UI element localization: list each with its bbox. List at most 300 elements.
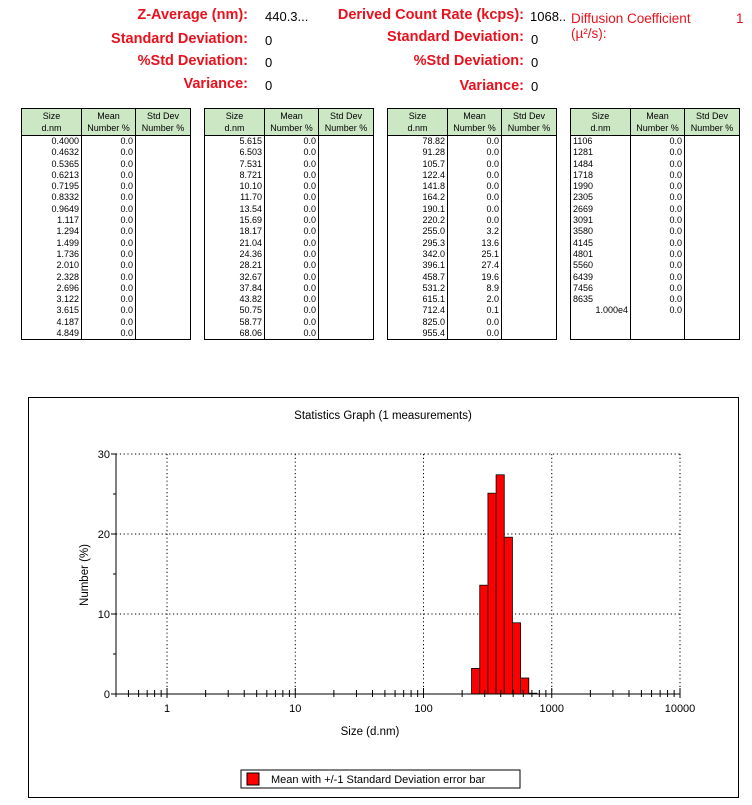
table-row [22, 215, 191, 226]
mean-number-cell: 0.0 [82, 215, 136, 226]
std-dev-cell [319, 260, 374, 271]
size-cell: 1484 [571, 159, 631, 170]
std-dev-cell [136, 317, 191, 328]
z-average-label: Z-Average (nm): [137, 7, 248, 23]
size-cell: 3.122 [22, 294, 82, 305]
mean-number-cell: 25.1 [448, 249, 502, 260]
std-dev-cell [502, 294, 557, 305]
size-cell: 21.04 [205, 238, 265, 249]
table-row [22, 294, 191, 305]
table-row [571, 317, 740, 328]
table-row [571, 226, 740, 237]
legend-swatch [247, 773, 259, 785]
mean-number-header-line2: Number % [270, 123, 313, 133]
size-cell: 531.2 [388, 283, 448, 294]
std-dev-cell [319, 136, 374, 148]
std-dev-cell [319, 181, 374, 192]
size-cell: 37.84 [205, 283, 265, 294]
data-table-2 [204, 108, 374, 340]
size-cell: 3091 [571, 215, 631, 226]
size-cell: 11.70 [205, 192, 265, 203]
size-cell: 190.1 [388, 204, 448, 215]
size-cell: 396.1 [388, 260, 448, 271]
mean-number-cell: 0.0 [82, 192, 136, 203]
table-row [571, 215, 740, 226]
std-dev-cell [136, 192, 191, 203]
std-dev-number-header-line2: Number % [324, 123, 368, 133]
mean-number-cell: 0.0 [82, 305, 136, 316]
std-dev-number-header [136, 109, 191, 136]
size-cell: 3580 [571, 226, 631, 237]
table-row [205, 272, 374, 283]
mean-number-cell: 0.0 [82, 294, 136, 305]
std-dev-cell [136, 328, 191, 340]
table-row [571, 147, 740, 158]
size-cell: 15.69 [205, 215, 265, 226]
mean-number-header-line1: Mean [463, 111, 486, 121]
variance-left-value: 0 [265, 78, 273, 93]
size-cell: 0.9649 [22, 204, 82, 215]
mean-number-cell: 0.0 [631, 305, 685, 316]
std-dev-cell [502, 249, 557, 260]
table-row [388, 272, 557, 283]
table-row [22, 204, 191, 215]
std-dev-number-header-line2: Number % [141, 123, 185, 133]
size-header-line2: d.nm [41, 123, 62, 133]
x-tick-label: 1000 [539, 703, 565, 715]
std-dev-cell [502, 283, 557, 294]
size-cell: 2.010 [22, 260, 82, 271]
std-dev-cell [319, 147, 374, 158]
std-dev-number-header-line1: Std Dev [329, 111, 362, 121]
legend [241, 770, 520, 788]
std-dev-cell [502, 305, 557, 316]
table-row [22, 181, 191, 192]
statistics-graph [29, 398, 738, 797]
size-header [388, 109, 448, 136]
std-dev-cell [136, 215, 191, 226]
mean-number-cell: 0.0 [265, 328, 319, 340]
std-dev-cell [685, 226, 740, 237]
std-dev-number-header [502, 109, 557, 136]
table-row [388, 283, 557, 294]
table-row [388, 226, 557, 237]
size-cell: 712.4 [388, 305, 448, 316]
mean-number-header [448, 109, 502, 136]
size-cell: 6.503 [205, 147, 265, 158]
mean-number-cell: 0.0 [265, 305, 319, 316]
mean-number-cell: 0.0 [265, 294, 319, 305]
mean-number-cell: 0.0 [448, 159, 502, 170]
size-cell: 1.736 [22, 249, 82, 260]
std-dev-right-label: Standard Deviation: [387, 29, 524, 45]
y-axis-label: Number (%) [79, 544, 91, 606]
table-row [571, 192, 740, 203]
table-row [22, 305, 191, 316]
std-dev-cell [319, 204, 374, 215]
table-row [205, 136, 374, 148]
std-dev-left-label: Standard Deviation: [111, 31, 248, 47]
size-cell: 4.849 [22, 328, 82, 340]
mean-number-header [82, 109, 136, 136]
size-cell: 7456 [571, 283, 631, 294]
std-dev-cell [136, 249, 191, 260]
std-dev-cell [136, 305, 191, 316]
size-cell: 955.4 [388, 328, 448, 340]
size-cell: 6439 [571, 272, 631, 283]
size-cell: 164.2 [388, 192, 448, 203]
table-row [388, 181, 557, 192]
std-dev-cell [136, 226, 191, 237]
std-dev-cell [319, 215, 374, 226]
mean-number-cell: 0.0 [631, 159, 685, 170]
std-dev-cell [136, 147, 191, 158]
chart-title: Statistics Graph (1 measurements) [294, 410, 472, 422]
std-dev-cell [685, 204, 740, 215]
diffusion-coefficient-unit: (µ²/s): [571, 26, 607, 41]
data-table-3 [387, 108, 557, 340]
size-cell: 255.0 [388, 226, 448, 237]
size-cell: 91.28 [388, 147, 448, 158]
std-dev-cell [319, 305, 374, 316]
table-row [205, 305, 374, 316]
size-header-line2: d.nm [224, 123, 245, 133]
mean-number-header [265, 109, 319, 136]
std-dev-cell [502, 226, 557, 237]
mean-number-cell: 0.0 [82, 260, 136, 271]
size-cell: 5.615 [205, 136, 265, 148]
z-average-value: 440.3... [265, 9, 309, 24]
mean-number-cell: 0.0 [82, 204, 136, 215]
std-dev-cell [319, 317, 374, 328]
y-tick-label: 0 [103, 689, 110, 701]
size-header-line1: Size [408, 111, 427, 121]
mean-number-cell: 0.0 [265, 260, 319, 271]
mean-number-cell: 0.0 [265, 159, 319, 170]
std-dev-cell [502, 136, 557, 148]
std-dev-cell [136, 136, 191, 148]
size-cell: 7.531 [205, 159, 265, 170]
table-row [571, 272, 740, 283]
table-row [22, 147, 191, 158]
table-row [388, 294, 557, 305]
mean-number-cell: 0.0 [631, 192, 685, 203]
table-row [388, 238, 557, 249]
std-dev-cell [685, 136, 740, 148]
table-row [22, 238, 191, 249]
size-cell: 0.4000 [22, 136, 82, 148]
std-dev-cell [502, 260, 557, 271]
table-row [571, 283, 740, 294]
mean-number-cell: 0.0 [265, 272, 319, 283]
mean-number-cell: 0.0 [265, 136, 319, 148]
variance-left-label: Variance: [183, 76, 248, 92]
mean-number-cell: 0.0 [631, 260, 685, 271]
std-dev-cell [502, 181, 557, 192]
std-dev-cell [685, 249, 740, 260]
table-row [388, 249, 557, 260]
mean-number-cell: 0.0 [448, 192, 502, 203]
mean-number-cell: 0.0 [448, 181, 502, 192]
std-dev-cell [136, 170, 191, 181]
table-row [571, 181, 740, 192]
std-dev-cell [685, 317, 740, 328]
std-dev-cell [136, 260, 191, 271]
mean-number-cell: 0.0 [265, 147, 319, 158]
size-cell: 58.77 [205, 317, 265, 328]
std-dev-cell [319, 159, 374, 170]
size-cell [571, 328, 631, 340]
mean-number-cell: 0.0 [265, 283, 319, 294]
size-header [22, 109, 82, 136]
table-row [22, 136, 191, 148]
std-dev-cell [319, 170, 374, 181]
table-row [205, 328, 374, 340]
mean-number-header-line1: Mean [97, 111, 120, 121]
mean-number-cell: 0.0 [448, 328, 502, 340]
mean-number-cell: 0.0 [448, 215, 502, 226]
std-dev-cell [502, 272, 557, 283]
table-row [388, 192, 557, 203]
table-row [571, 305, 740, 316]
table-row [388, 328, 557, 340]
size-cell: 78.82 [388, 136, 448, 148]
grid-lines [116, 454, 680, 694]
size-cell: 0.8332 [22, 192, 82, 203]
pct-std-dev-right-value: 0 [531, 55, 539, 70]
mean-number-cell: 0.0 [448, 136, 502, 148]
mean-number-header-line2: Number % [636, 123, 679, 133]
table-row [571, 238, 740, 249]
size-cell: 141.8 [388, 181, 448, 192]
mean-number-cell: 0.0 [631, 294, 685, 305]
size-cell: 615.1 [388, 294, 448, 305]
std-dev-cell [685, 260, 740, 271]
size-cell: 1.000e4 [571, 305, 631, 316]
size-cell: 825.0 [388, 317, 448, 328]
size-cell: 50.75 [205, 305, 265, 316]
table-row [571, 170, 740, 181]
size-header [205, 109, 265, 136]
derived-count-rate-value: 1068.. [530, 9, 567, 24]
table-row [22, 272, 191, 283]
mean-number-cell: 0.0 [82, 159, 136, 170]
mean-number-cell: 0.0 [631, 136, 685, 148]
table-row [571, 204, 740, 215]
std-dev-cell [685, 272, 740, 283]
mean-number-cell: 0.0 [82, 272, 136, 283]
std-dev-cell [502, 192, 557, 203]
bar [472, 668, 480, 694]
table-row [205, 283, 374, 294]
mean-number-cell: 0.0 [631, 226, 685, 237]
mean-number-cell: 0.0 [82, 249, 136, 260]
size-header-line1: Size [225, 111, 244, 121]
table-row [205, 147, 374, 158]
std-dev-cell [319, 238, 374, 249]
size-cell: 3.615 [22, 305, 82, 316]
mean-number-cell: 0.0 [631, 181, 685, 192]
mean-number-cell: 0.0 [82, 283, 136, 294]
mean-number-cell: 0.0 [82, 328, 136, 340]
size-cell: 18.17 [205, 226, 265, 237]
x-axis-label: Size (d.nm) [340, 726, 400, 738]
table-row [22, 317, 191, 328]
size-cell: 0.7195 [22, 181, 82, 192]
data-table-4 [570, 108, 740, 340]
axes [98, 449, 696, 715]
std-dev-cell [685, 305, 740, 316]
std-dev-cell [502, 328, 557, 340]
table-row [205, 170, 374, 181]
table-row [388, 136, 557, 148]
std-dev-cell [319, 272, 374, 283]
variance-right-value: 0 [531, 79, 539, 94]
std-dev-number-header-line1: Std Dev [146, 111, 179, 121]
size-cell: 10.10 [205, 181, 265, 192]
size-cell: 8.721 [205, 170, 265, 181]
mean-number-cell: 0.0 [631, 204, 685, 215]
std-dev-cell [136, 159, 191, 170]
table-row [388, 159, 557, 170]
table-row [205, 238, 374, 249]
bar [488, 493, 496, 694]
size-cell: 0.4632 [22, 147, 82, 158]
mean-number-cell: 0.0 [265, 181, 319, 192]
mean-number-cell: 0.0 [265, 215, 319, 226]
mean-number-cell: 0.0 [631, 215, 685, 226]
table-row [388, 215, 557, 226]
table-row [388, 317, 557, 328]
table-row [205, 317, 374, 328]
size-cell: 1718 [571, 170, 631, 181]
mean-number-header-line2: Number % [453, 123, 496, 133]
mean-number-cell: 0.0 [265, 204, 319, 215]
size-cell: 2.328 [22, 272, 82, 283]
std-dev-number-header-line1: Std Dev [695, 111, 728, 121]
table-row [205, 181, 374, 192]
size-cell: 4.187 [22, 317, 82, 328]
size-cell: 295.3 [388, 238, 448, 249]
mean-number-cell: 0.1 [448, 305, 502, 316]
bar [521, 678, 529, 694]
std-dev-cell [502, 204, 557, 215]
mean-number-cell: 0.0 [631, 238, 685, 249]
size-cell: 1.294 [22, 226, 82, 237]
table-row [22, 249, 191, 260]
statistics-graph-panel [28, 397, 739, 798]
table-row [22, 170, 191, 181]
table-row [571, 159, 740, 170]
std-dev-left-value: 0 [265, 33, 273, 48]
mean-number-cell: 27.4 [448, 260, 502, 271]
table-row [205, 260, 374, 271]
size-cell: 105.7 [388, 159, 448, 170]
size-cell: 2305 [571, 192, 631, 203]
table-row [571, 249, 740, 260]
std-dev-right-value: 0 [531, 32, 539, 47]
mean-number-cell: 0.0 [631, 147, 685, 158]
table-row [571, 328, 740, 340]
size-cell: 8635 [571, 294, 631, 305]
size-cell: 13.54 [205, 204, 265, 215]
size-cell: 0.6213 [22, 170, 82, 181]
size-header-line2: d.nm [407, 123, 428, 133]
table-row [22, 226, 191, 237]
std-dev-number-header-line2: Number % [507, 123, 551, 133]
pct-std-dev-left-value: 0 [265, 55, 273, 70]
mean-number-header-line1: Mean [280, 111, 303, 121]
std-dev-cell [502, 238, 557, 249]
table-row [388, 147, 557, 158]
pct-std-dev-left-label: %Std Deviation: [137, 53, 248, 69]
std-dev-number-header-line2: Number % [690, 123, 734, 133]
mean-number-cell: 19.6 [448, 272, 502, 283]
mean-number-cell: 0.0 [448, 147, 502, 158]
std-dev-cell [319, 294, 374, 305]
std-dev-cell [136, 204, 191, 215]
std-dev-cell [685, 170, 740, 181]
mean-number-cell [631, 317, 685, 328]
size-header-line2: d.nm [590, 123, 611, 133]
mean-number-header-line2: Number % [87, 123, 130, 133]
table-row [571, 136, 740, 148]
mean-number-cell: 0.0 [265, 238, 319, 249]
std-dev-cell [319, 192, 374, 203]
size-cell: 1990 [571, 181, 631, 192]
table-row [205, 204, 374, 215]
mean-number-cell: 8.9 [448, 283, 502, 294]
size-cell: 4801 [571, 249, 631, 260]
mean-number-cell: 0.0 [265, 170, 319, 181]
mean-number-cell: 0.0 [265, 317, 319, 328]
size-header [571, 109, 631, 136]
mean-number-cell: 0.0 [82, 181, 136, 192]
mean-number-cell: 0.0 [631, 249, 685, 260]
y-tick-label: 10 [97, 609, 110, 621]
mean-number-cell: 0.0 [82, 170, 136, 181]
table-row [22, 192, 191, 203]
y-tick-label: 30 [97, 449, 110, 461]
bars [472, 475, 537, 694]
bar [504, 537, 512, 694]
std-dev-cell [685, 294, 740, 305]
table-row [22, 328, 191, 340]
size-cell: 32.67 [205, 272, 265, 283]
mean-number-cell: 0.0 [631, 283, 685, 294]
mean-number-cell: 0.0 [82, 136, 136, 148]
mean-number-cell: 3.2 [448, 226, 502, 237]
size-cell: 2.696 [22, 283, 82, 294]
table-row [22, 283, 191, 294]
table-row [571, 294, 740, 305]
std-dev-cell [685, 181, 740, 192]
std-dev-cell [685, 215, 740, 226]
std-dev-cell [319, 283, 374, 294]
std-dev-cell [685, 192, 740, 203]
diffusion-coefficient-value: 1 [736, 11, 744, 26]
size-cell: 28.21 [205, 260, 265, 271]
size-cell: 1.117 [22, 215, 82, 226]
std-dev-cell [502, 215, 557, 226]
std-dev-cell [685, 328, 740, 340]
mean-number-header [631, 109, 685, 136]
std-dev-cell [136, 272, 191, 283]
table-row [388, 305, 557, 316]
table-row [205, 192, 374, 203]
size-cell: 1106 [571, 136, 631, 148]
y-tick-label: 20 [97, 529, 110, 541]
